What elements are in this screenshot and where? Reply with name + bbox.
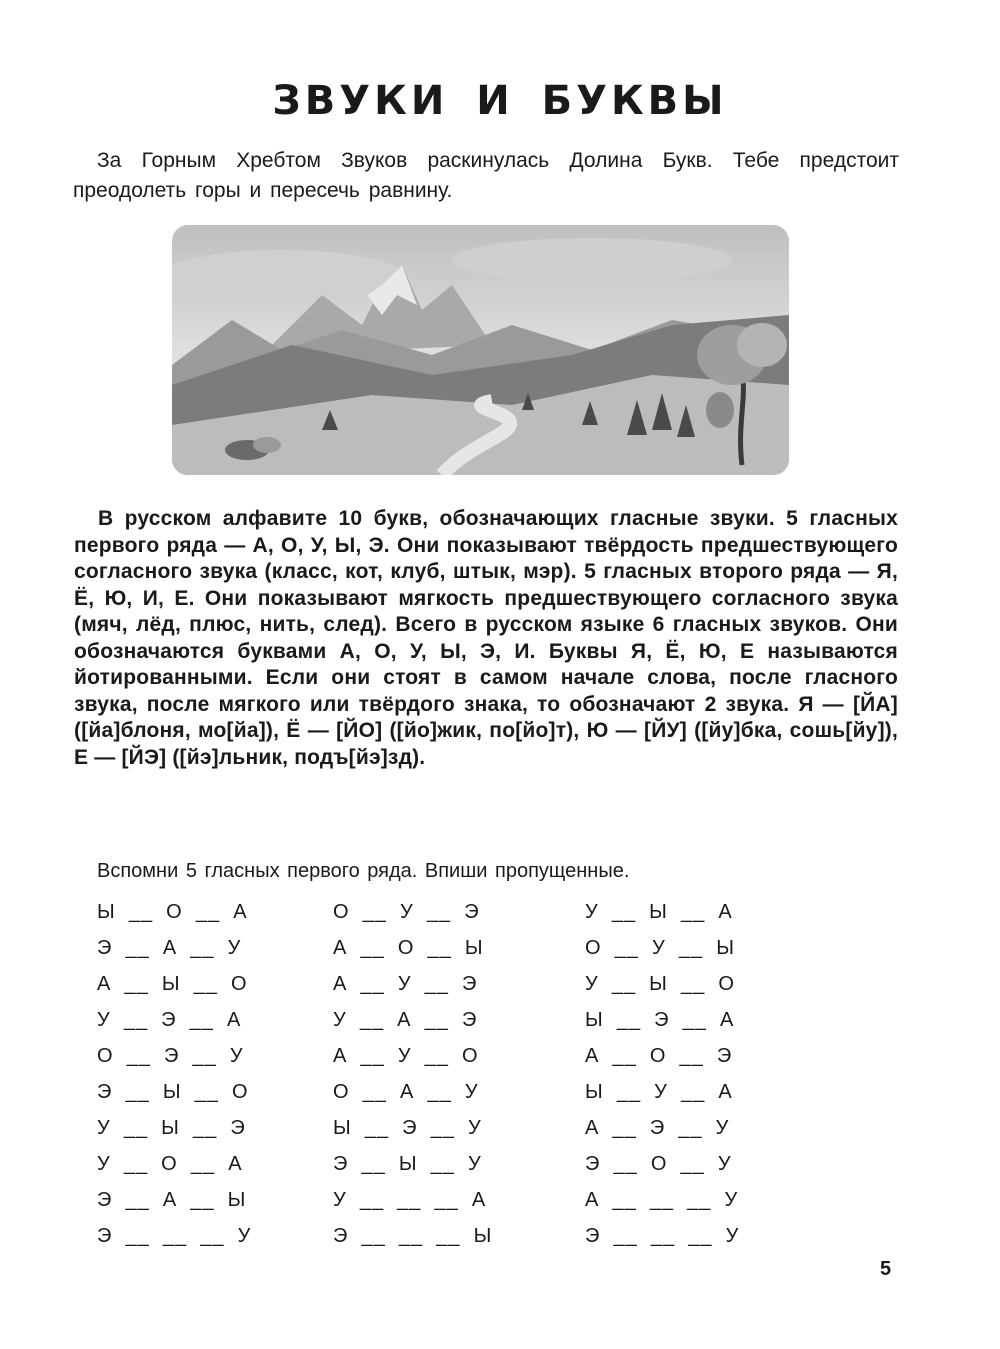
exercise-row[interactable]: Э __ __ __ У xyxy=(97,1225,252,1247)
exercise-row[interactable]: Э __ __ __ У xyxy=(585,1225,740,1247)
exercise-row[interactable]: У __ О __ А xyxy=(97,1153,243,1175)
exercise-grid xyxy=(97,896,877,1247)
exercise-row[interactable]: А __ __ __ У xyxy=(585,1189,739,1211)
intro-paragraph: За Горным Хребтом Звуков раскинулась Долина Букв. Тебе предстоит преодолеть горы и пересечь равнину. xyxy=(73,149,899,202)
exercise-column-2 xyxy=(333,896,492,1256)
exercise-row[interactable]: О __ А __ У xyxy=(333,1081,479,1103)
exercise-row[interactable]: У __ Ы __ А xyxy=(585,901,733,923)
exercise-row[interactable]: Ы __ У __ А xyxy=(585,1081,733,1103)
exercise-row[interactable]: Ы __ Э __ А xyxy=(585,1009,735,1031)
task-instruction: Вспомни 5 гласных первого ряда. Впиши пропущенные. xyxy=(97,860,630,882)
exercise-row[interactable]: Э __ Ы __ О xyxy=(97,1081,249,1103)
page-title: ЗВУКИ И БУКВЫ xyxy=(272,78,728,124)
exercise-row[interactable]: А __ О __ Э xyxy=(585,1045,733,1067)
exercise-row[interactable]: Э __ А __ У xyxy=(97,937,242,959)
exercise-row[interactable]: А __ У __ О xyxy=(333,1045,479,1067)
theory-paragraph: В русском алфавите 10 букв, обозначающих гласные звуки. 5 гласных первого ряда — А, О, У, Ы, Э. Они показывают твёрдость предшествующего согласного звука (класс, кот, клуб, штык, мэр). 5 гласных второго ряда — Я, Ё, Ю, И, Е. Они показывают мягкость предшествующего согласного звука (мяч, лёд, плюс, нить, след). Всего в русском языке 6 гласных звуков. Они обозначаются буквами А, О, У, Ы, Э, И. Буквы Я, Ё, Ю, Е называются йотированными. Если они стоят в самом начале слова, после гласного звука, после мягкого или твёрдого знака, то обозначают 2 звука. Я — [ЙА] ([йа]блоня, мо[йа]), Ё — [ЙО] ([йо]жик, по[йо]т), Ю — [ЙУ] ([йу]бка, сошь[йу]), Е — [ЙЭ] ([йэ]льник, подъ[йэ]зд). xyxy=(74,507,898,769)
exercise-row[interactable]: У __ Ы __ О xyxy=(585,973,735,995)
exercise-column-3 xyxy=(585,896,739,1256)
exercise-row[interactable]: Ы __ Э __ У xyxy=(333,1117,482,1139)
exercise-row[interactable]: А __ Ы __ О xyxy=(97,973,248,995)
exercise-row[interactable]: У __ А __ Э xyxy=(333,1009,478,1031)
exercise-row[interactable]: Ы __ О __ А xyxy=(97,901,248,923)
exercise-row[interactable]: У __ Ы __ Э xyxy=(97,1117,246,1139)
landscape-illustration xyxy=(172,225,789,475)
exercise-row[interactable]: Э __ А __ Ы xyxy=(97,1189,247,1211)
exercise-column-1 xyxy=(97,896,251,1256)
exercise-row[interactable]: Э __ __ __ Ы xyxy=(333,1225,493,1247)
exercise-row[interactable]: А __ У __ Э xyxy=(333,973,478,995)
mountain-landscape-icon xyxy=(172,225,789,475)
exercise-row[interactable]: Э __ О __ У xyxy=(585,1153,732,1175)
page-number: 5 xyxy=(880,1258,892,1280)
exercise-row[interactable]: У __ Э __ А xyxy=(97,1009,242,1031)
exercise-row[interactable]: А __ О __ Ы xyxy=(333,937,484,959)
exercise-row[interactable]: У __ __ __ А xyxy=(333,1189,487,1211)
exercise-row[interactable]: О __ Э __ У xyxy=(97,1045,244,1067)
exercise-row[interactable]: А __ Э __ У xyxy=(585,1117,730,1139)
exercise-row[interactable]: О __ У __ Э xyxy=(333,901,480,923)
exercise-row[interactable]: Э __ Ы __ У xyxy=(333,1153,482,1175)
exercise-row[interactable]: О __ У __ Ы xyxy=(585,937,735,959)
